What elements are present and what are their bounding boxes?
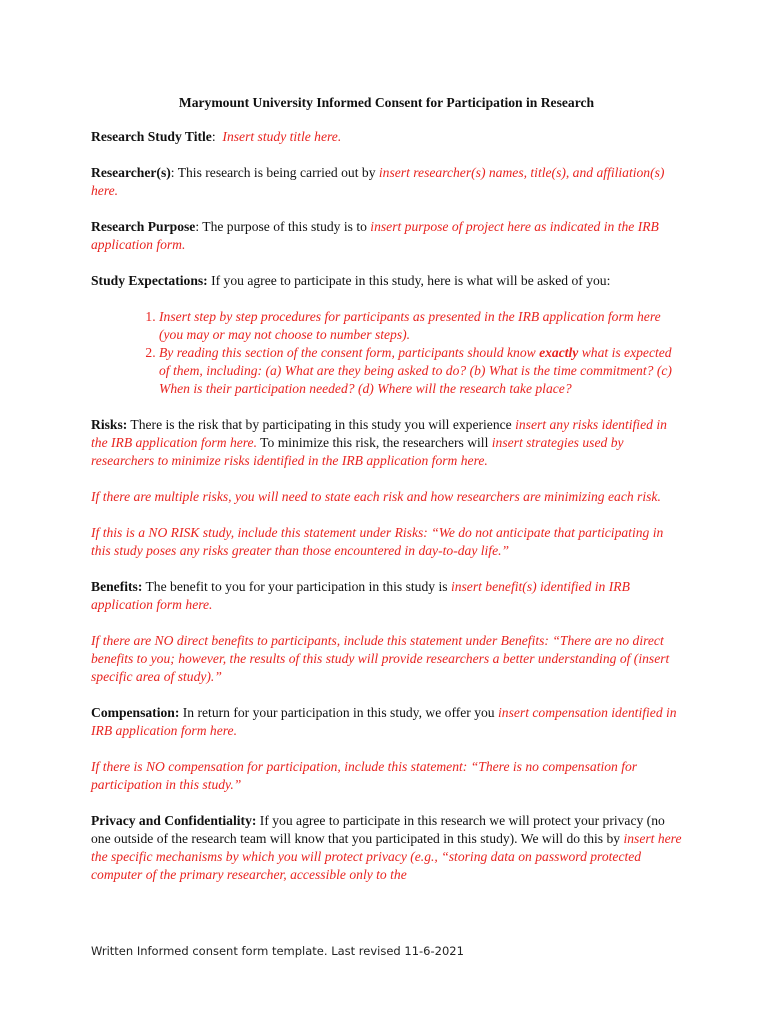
study-title-label: Research Study Title bbox=[91, 129, 212, 144]
researchers-text: : This research is being carried out by bbox=[170, 165, 379, 180]
privacy-placeholder: insert here the specific mechanisms by which you will protect privacy (e.g., “storing data on password protected computer of the primary researcher, accessible only to the bbox=[91, 831, 682, 882]
compensation-label: Compensation: bbox=[91, 705, 180, 720]
compensation-text: In return for your participation in this study, we offer you bbox=[179, 705, 498, 720]
purpose-section bbox=[91, 218, 682, 254]
risks-label: Risks: bbox=[91, 417, 128, 432]
risks-section bbox=[91, 416, 682, 470]
purpose-placeholder: insert purpose of project here as indicated in the IRB application form. bbox=[91, 219, 659, 252]
benefits-text: The benefit to you for your participation in this study is bbox=[142, 579, 451, 594]
expectations-text: If you agree to participate in this study, here is what will be asked of you: bbox=[207, 273, 611, 288]
expectations-list bbox=[91, 308, 682, 398]
purpose-text: : The purpose of this study is to bbox=[195, 219, 371, 234]
risks-placeholder-1: insert any risks identified in the IRB application form here. bbox=[91, 417, 667, 450]
benefits-section bbox=[91, 578, 682, 614]
expectations-section bbox=[91, 272, 682, 290]
page-footer: Written Informed consent form template. Last revised 11-6-2021 bbox=[91, 944, 464, 958]
privacy-text: If you agree to participate in this research we will protect your privacy (no one outside of the research team will know that you participated in this study). We will do this by bbox=[91, 813, 665, 846]
list-item-text: what is expected of them, including: (a) What are they being asked to do? (b) What is the time commitment? (c) When is their participation needed? (d) Where will the research take place? bbox=[159, 345, 672, 396]
researchers-placeholder: insert researcher(s) names, title(s), and affiliation(s) here. bbox=[91, 165, 665, 198]
privacy-label: Privacy and Confidentiality: bbox=[91, 813, 257, 828]
list-item-text: By reading this section of the consent form, participants should know bbox=[159, 345, 540, 360]
purpose-label: Research Purpose bbox=[91, 219, 196, 234]
document-title: Marymount University Informed Consent for Participation in Research bbox=[178, 95, 595, 110]
risks-text-2: To minimize this risk, the researchers will bbox=[257, 435, 492, 450]
expectations-label: Study Expectations: bbox=[91, 273, 208, 288]
risks-placeholder-2: insert strategies used by researchers to minimize risks identified in the IRB application form here. bbox=[91, 435, 624, 468]
privacy-section bbox=[91, 812, 682, 884]
risks-note-none: If this is a NO RISK study, include this statement under Risks: “We do not anticipate that participating in this study poses any risks greater than those encountered in day-to-day life.” bbox=[91, 525, 664, 558]
compensation-note-none: If there is NO compensation for participation, include this statement: “There is no compensation for participation in this study.” bbox=[91, 759, 638, 792]
researchers-section bbox=[91, 164, 682, 200]
risks-note-multiple: If there are multiple risks, you will need to state each risk and how researchers are minimizing each risk. bbox=[91, 489, 661, 504]
list-item-text: Insert step by step procedures for participants as presented in the IRB application form here (you may or may not choose to number steps). bbox=[159, 309, 661, 342]
risks-text-1: There is the risk that by participating in this study you will experience bbox=[127, 417, 516, 432]
list-item-emphasis: exactly bbox=[539, 345, 579, 360]
compensation-section bbox=[91, 704, 682, 740]
list-item bbox=[159, 308, 682, 344]
compensation-placeholder: insert compensation identified in IRB application form here. bbox=[91, 705, 677, 738]
benefits-note-none: If there are NO direct benefits to participants, include this statement under Benefits: “There are no direct benefits to you; however, the results of this study will provide researchers a better understanding of (insert specific area of study).” bbox=[91, 633, 670, 684]
benefits-placeholder: insert benefit(s) identified in IRB application form here. bbox=[91, 579, 630, 612]
researchers-label: Researcher(s) bbox=[91, 165, 171, 180]
list-item bbox=[159, 344, 682, 398]
study-title-placeholder: Insert study title here. bbox=[222, 129, 342, 144]
study-title-section bbox=[91, 128, 682, 146]
study-title-colon: : bbox=[211, 129, 216, 144]
benefits-label: Benefits: bbox=[91, 579, 143, 594]
